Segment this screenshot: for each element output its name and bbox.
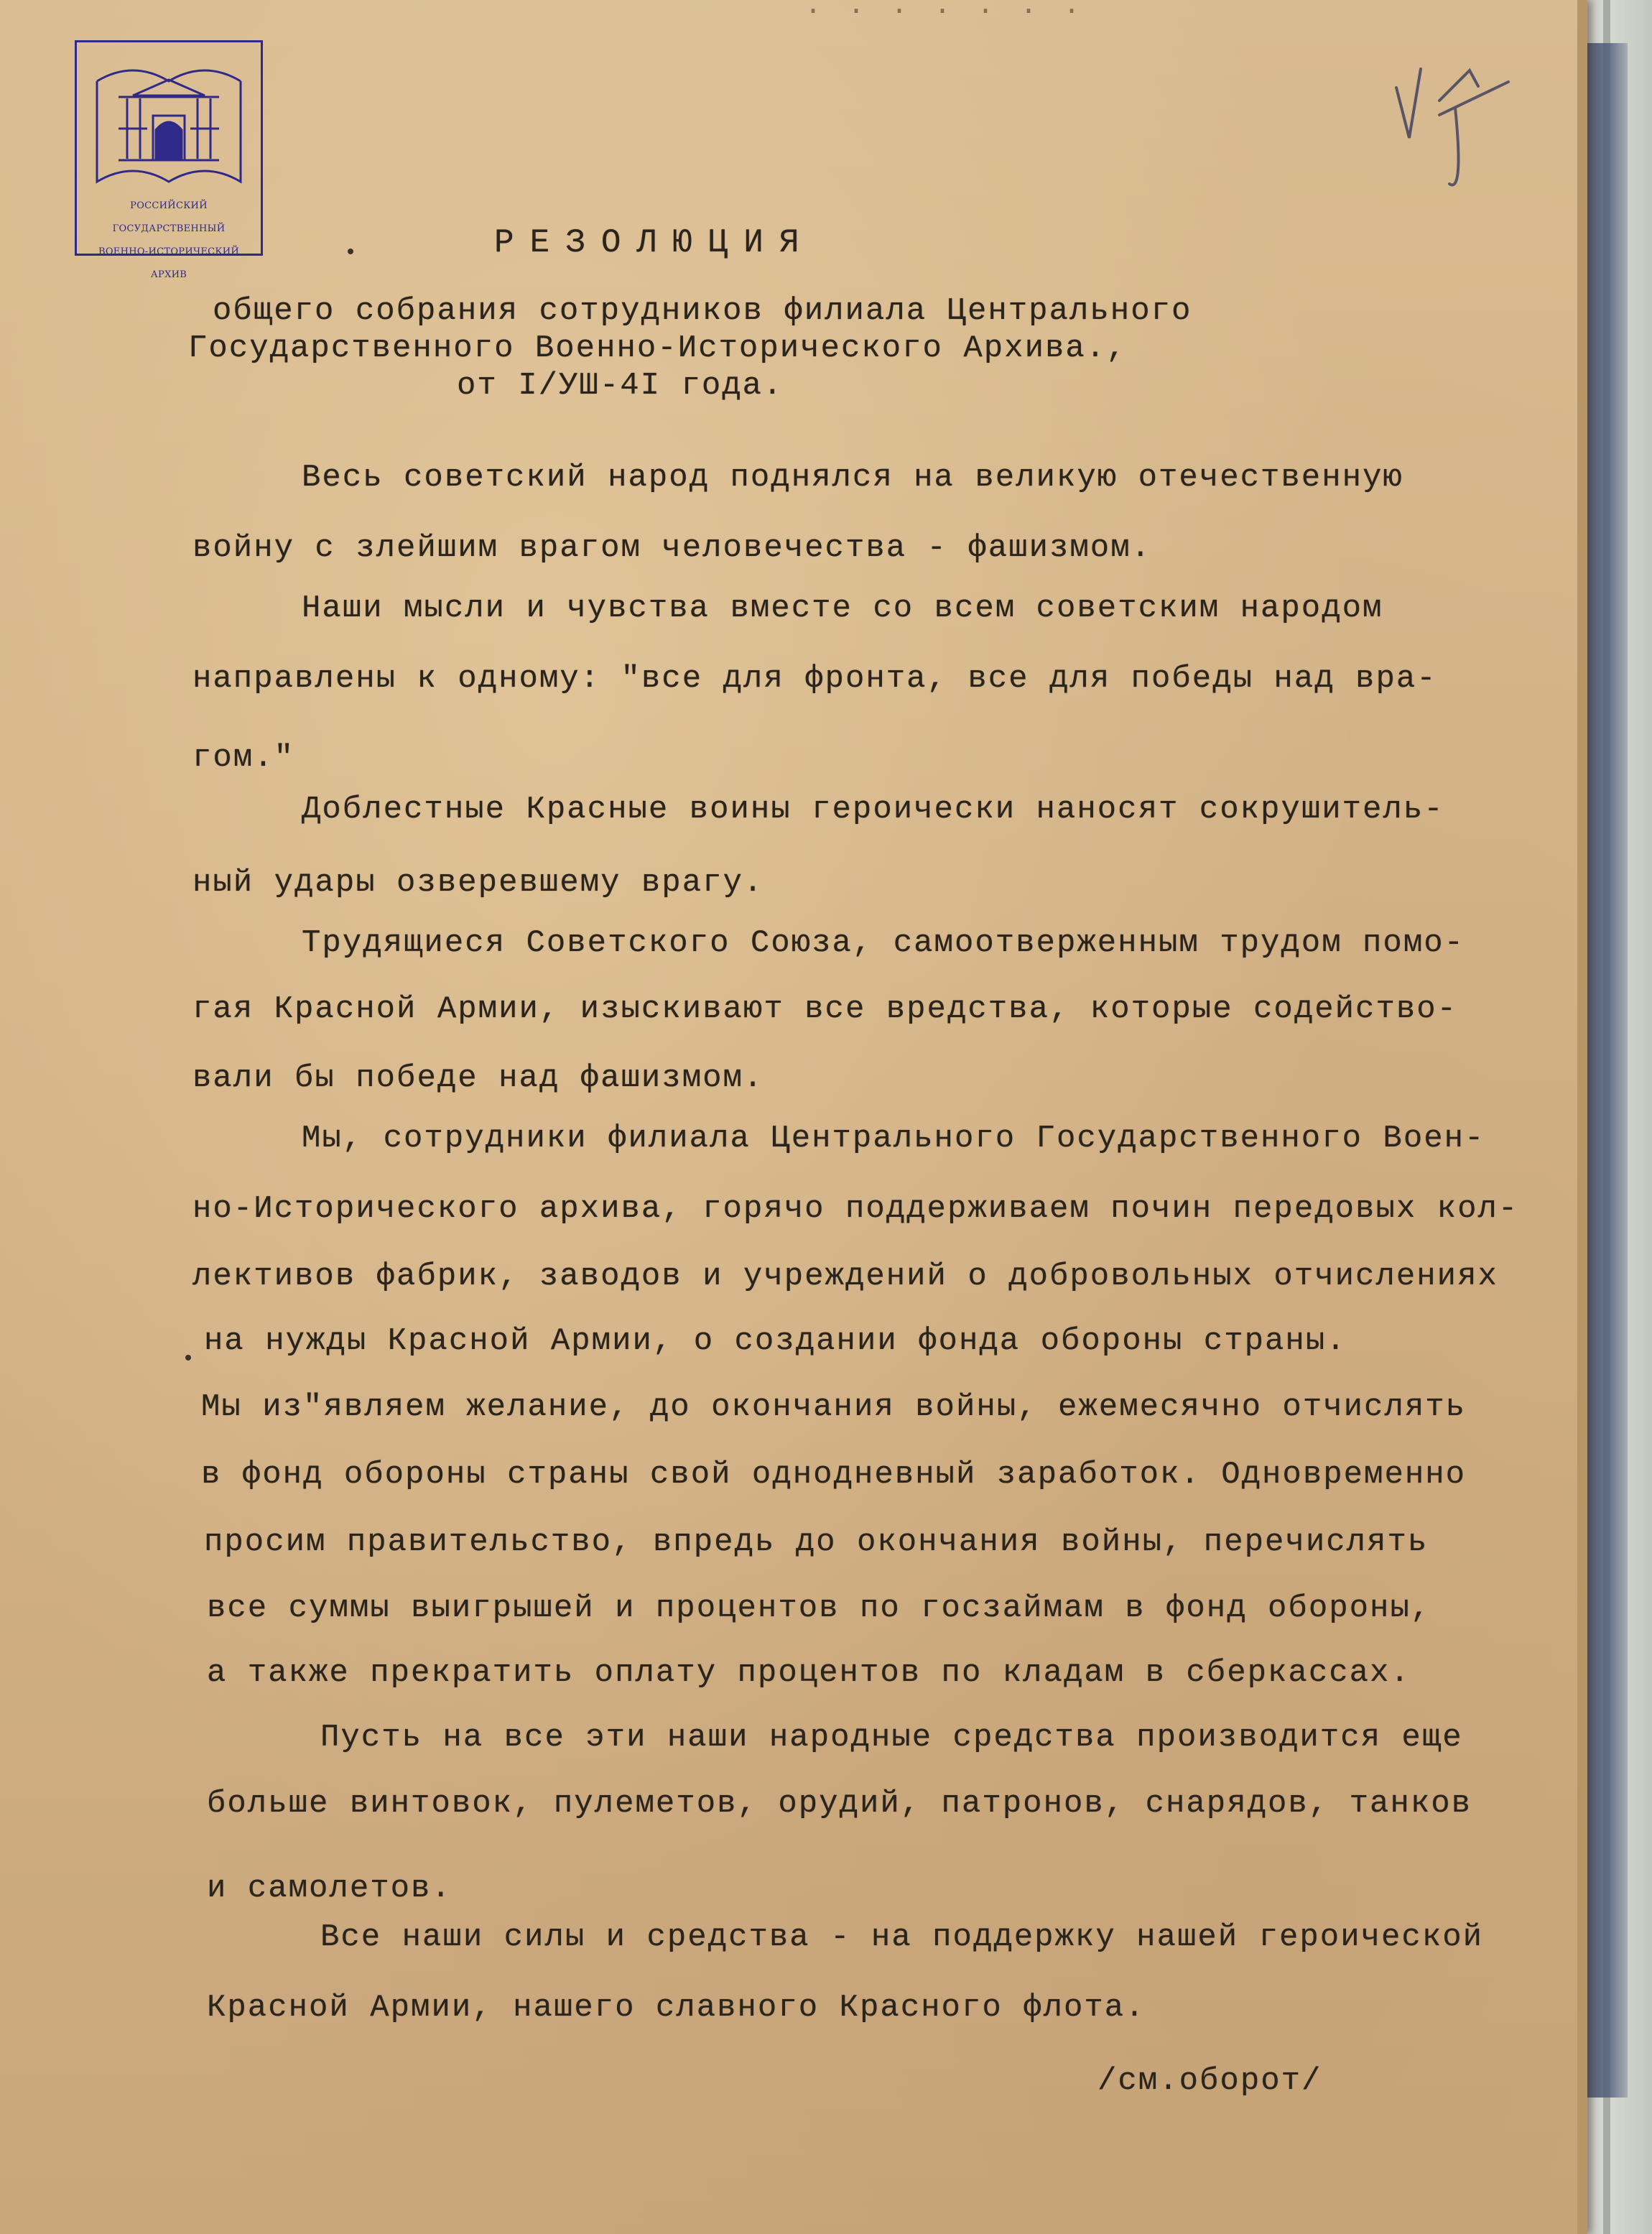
stray-ink-dot (348, 249, 353, 254)
cut-off-previous-text: . . . . . . . (804, 0, 1085, 22)
body-line: в фонд обороны страны свой однодневный заработок. Одновременно (201, 1457, 1467, 1493)
body-line: Все наши силы и средства - на поддержку нашей героической (320, 1919, 1484, 1955)
subtitle-line: Государственного Военно-Исторического Архива., (188, 330, 1127, 366)
body-line: а также прекратить оплату процентов по кладам в сберкассах. (207, 1655, 1411, 1691)
body-line: Весь советский народ поднялся на великую отечественную (302, 460, 1403, 496)
stray-ink-dot (185, 1355, 191, 1361)
archive-name-line: АРХИВ (150, 269, 187, 280)
body-line: Наши мысли и чувства вместе со всем советским народом (302, 590, 1383, 626)
body-line: и самолетов. (207, 1871, 452, 1906)
subtitle-line: от I/УШ-4I года. (457, 368, 784, 404)
body-line: Мы, сотрудники филиала Центрального Государственного Воен- (302, 1121, 1485, 1157)
body-line: но-Исторического архива, горячо поддерживаем почин передовых кол- (192, 1191, 1519, 1227)
body-line: лективов фабрик, заводов и учреждений о добровольных отчислениях (192, 1259, 1498, 1294)
body-line: направлены к одному: "все для фронта, все для победы над вра- (192, 661, 1437, 697)
body-line: больше винтовок, пулеметов, орудий, патронов, снарядов, танков (207, 1786, 1472, 1822)
body-line: просим правительство, впредь до окончания войны, перечислять (204, 1524, 1429, 1560)
body-line: вали бы победе над фашизмом. (192, 1060, 764, 1096)
archive-name-line: ГОСУДАРСТВЕННЫЙ (112, 223, 226, 234)
body-line: Красной Армии, нашего славного Красного флота. (207, 1990, 1146, 2026)
body-line: Трудящиеся Советского Союза, самоотверженным трудом помо- (302, 925, 1465, 961)
body-line: Пусть на все эти наши народные средства производится еще (320, 1720, 1463, 1756)
body-line: Доблестные Красные воины героически наносят сокрушитель- (302, 792, 1444, 828)
body-line: Мы из"являем желание, до окончания войны, ежемесячно отчислять (201, 1389, 1467, 1425)
subtitle-line: общего собрания сотрудников филиала Центрального (213, 293, 1192, 329)
continued-overleaf-note: /см.оборот/ (1098, 2063, 1322, 2099)
body-line: войну с злейшим врагом человечества - фашизмом. (192, 530, 1152, 566)
document-title: РЕЗОЛЮЦИЯ (494, 224, 815, 261)
body-line: гом." (192, 740, 295, 776)
body-line: все суммы выигрышей и процентов по госзаймам в фонд обороны, (207, 1590, 1431, 1626)
archive-name-line: ВОЕННО-ИСТОРИЧЕСКИЙ (98, 246, 240, 257)
archive-name-line: РОССИЙСКИЙ (130, 200, 208, 211)
body-line: ный удары озверевшему врагу. (192, 865, 764, 901)
body-line: гая Красной Армии, изыскивают все вредства, которые содейство- (192, 991, 1458, 1027)
body-line: на нужды Красной Армии, о создании фонда обороны страны. (204, 1323, 1347, 1359)
